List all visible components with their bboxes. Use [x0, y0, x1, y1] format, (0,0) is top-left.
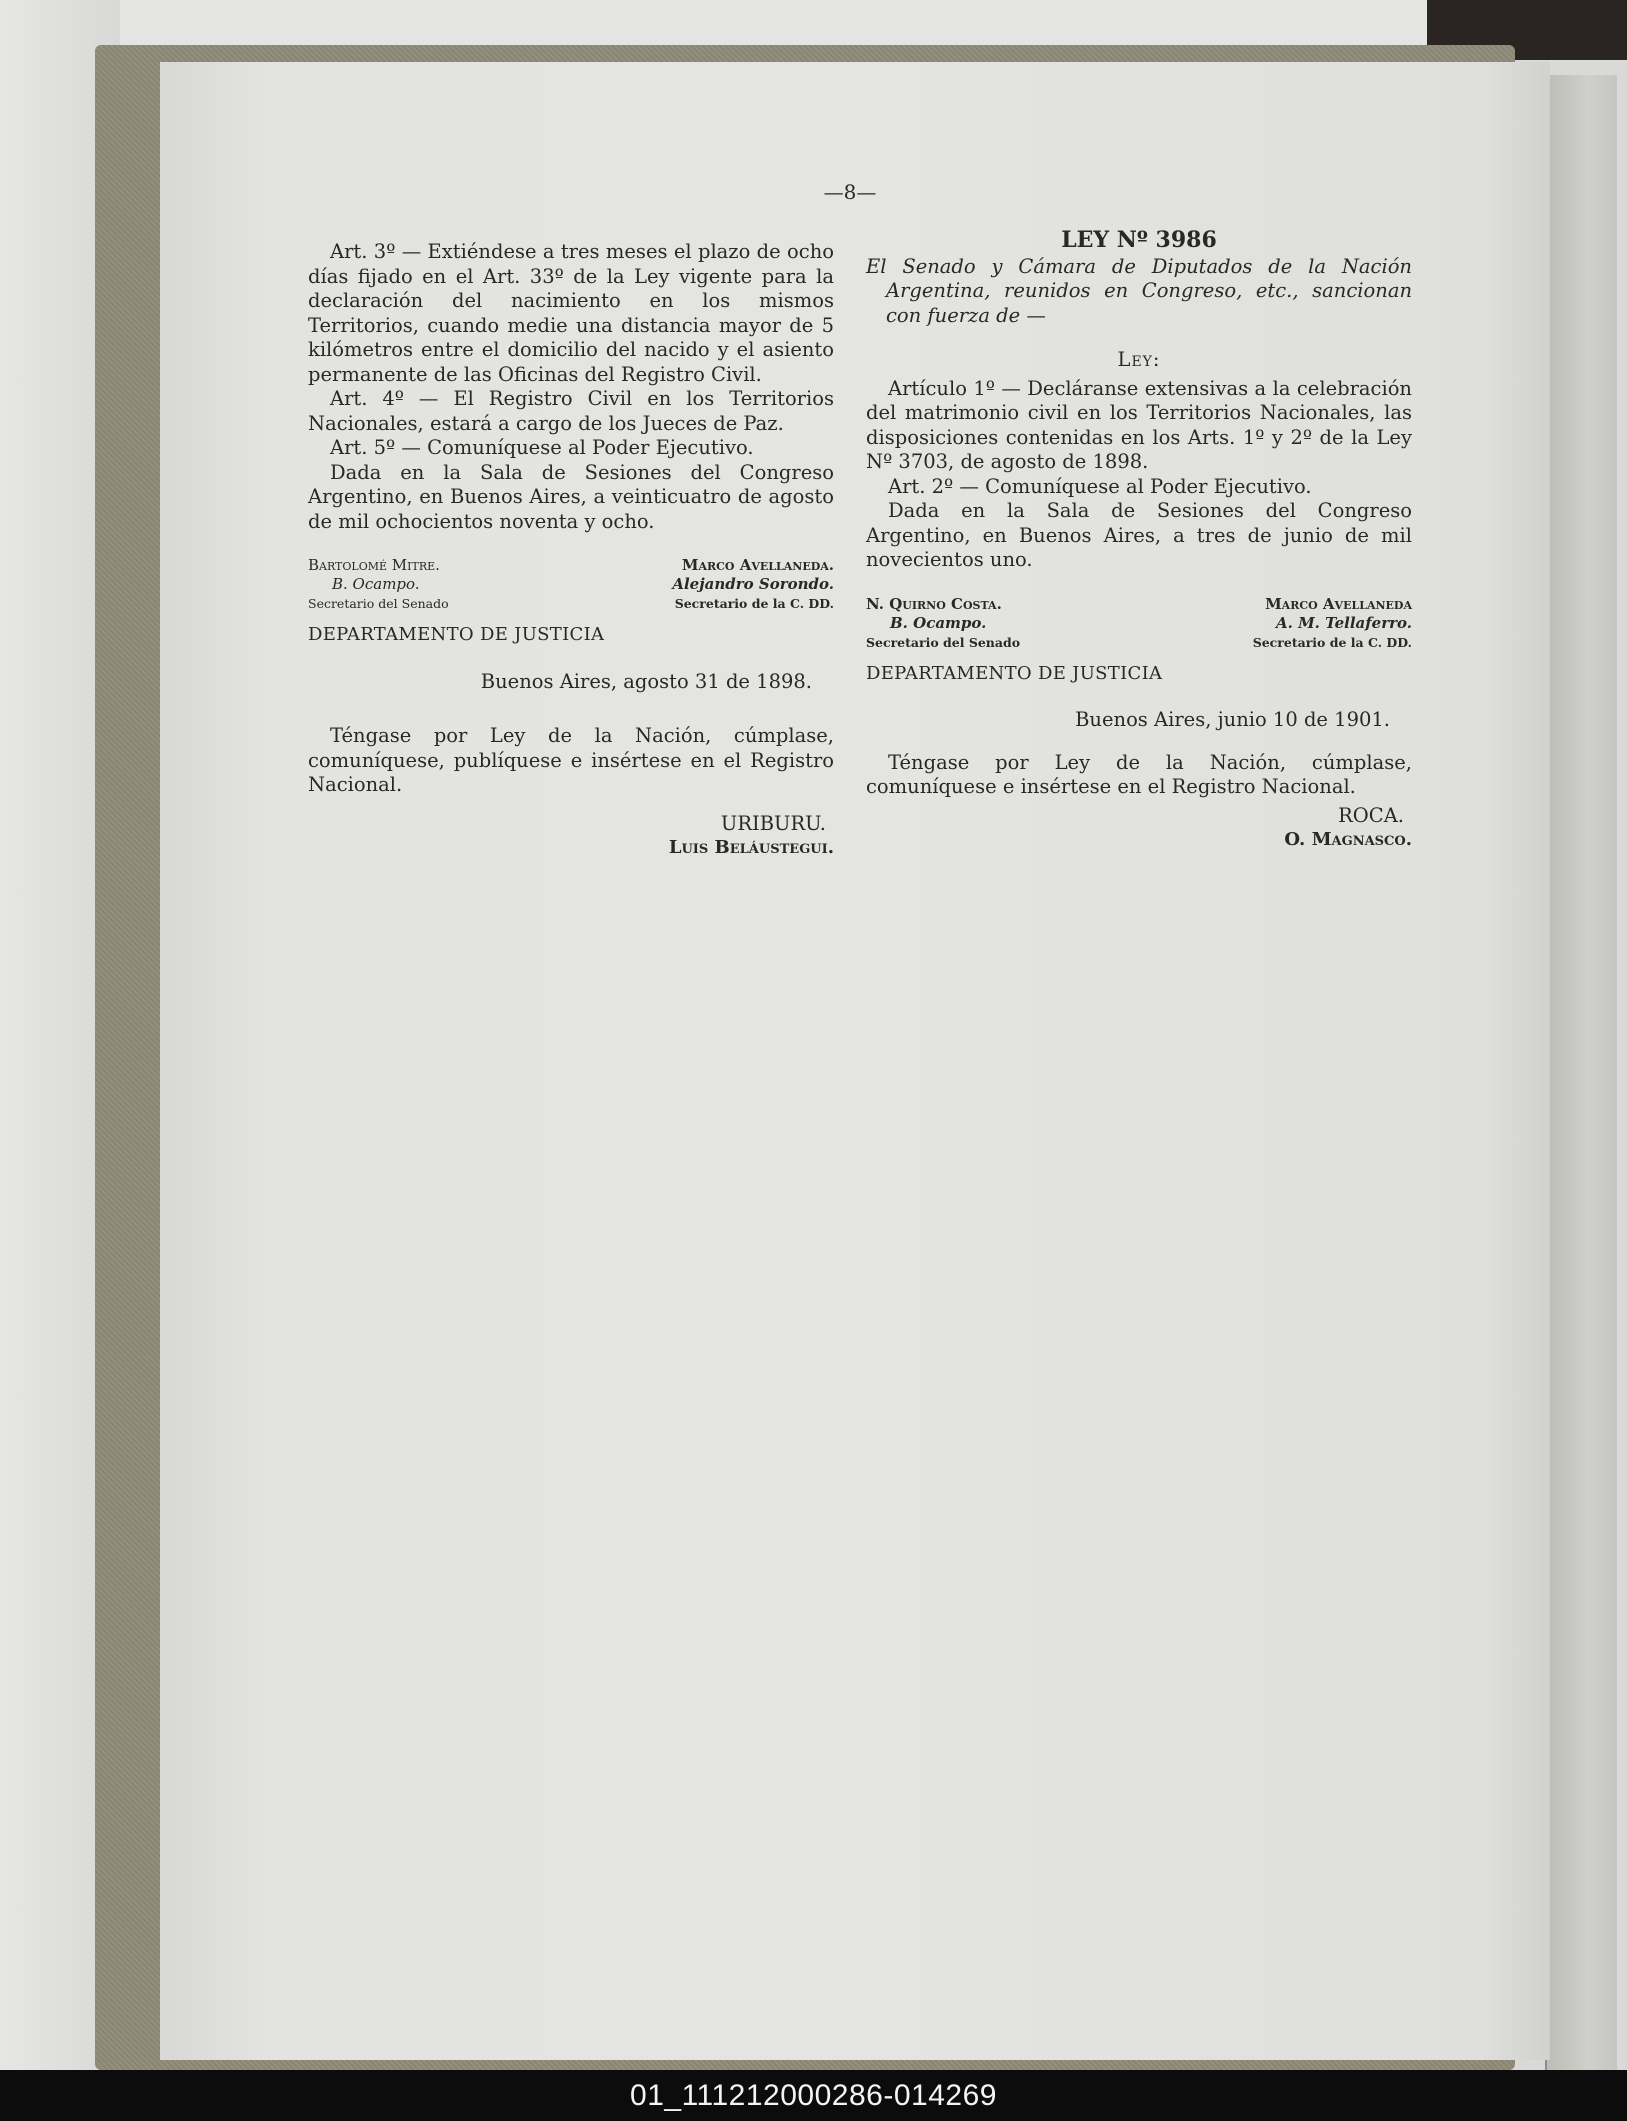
chamber-secretary-name: A. M. Tellaferro.	[1276, 613, 1412, 632]
senate-president-name: Bartolomé Mitre.	[308, 556, 440, 574]
president-signature: ROCA.	[1338, 803, 1404, 827]
right-column	[866, 228, 1412, 852]
senate-secretary-name: B. Ocampo.	[332, 575, 420, 593]
article-5: Art. 5º — Comuníquese al Poder Ejecutivo.	[330, 436, 754, 459]
article-2: Art. 2º — Comuníquese al Poder Ejecutivo.	[888, 474, 1312, 498]
senate-secretary-role: Secretario del Senado	[308, 596, 449, 611]
article-1: Artículo 1º — Decláranse extensivas a la celebración del matrimonio civil en los Territorios Nacionales, las disposiciones contenidas en los Arts. 1º y 2º de la Ley Nº 3703, de agosto de 1898.	[866, 376, 1412, 473]
page-stack-edge	[1545, 75, 1617, 2070]
senate-signature	[308, 556, 449, 613]
law-preamble: El Senado y Cámara de Diputados de la Nación Argentina, reunidos en Congreso, etc., sancionan con fuerza de —	[866, 254, 1412, 327]
senate-secretary-role: Secretario del Senado	[866, 634, 1021, 650]
article-4: Art. 4º — El Registro Civil en los Territorios Nacionales, estará a cargo de los Jueces de Paz.	[308, 387, 834, 435]
decree-date: Buenos Aires, agosto 31 de 1898.	[480, 669, 812, 693]
signature-block	[308, 556, 834, 613]
president-signature: URIBURU.	[720, 811, 826, 835]
department-heading: DEPARTAMENTO DE JUSTICIA	[866, 662, 1163, 684]
page-number: —8—	[823, 180, 877, 204]
image-id-footer: 01_111212000286-014269	[0, 2070, 1627, 2121]
article-3: Art. 3º — Extiéndese a tres meses el plazo de ocho días fijado en el Art. 33º de la Ley vigente para la declaración del nacimiento en los mismos Territorios, cuando medie una distancia mayor de 5 kilómetros entre el domicilio del nacido y el asiento permanente de las Oficinas del Registro Civil.	[308, 240, 834, 386]
minister-signature: O. Magnasco.	[1284, 828, 1412, 850]
chamber-secretary-role: Secretario de la C. DD.	[1252, 634, 1412, 650]
sanction-paragraph: Dada en la Sala de Sesiones del Congreso Argentino, en Buenos Aires, a veinticuatro de agosto de mil ochocientos noventa y ocho.	[308, 460, 834, 533]
senate-secretary-name: B. Ocampo.	[890, 613, 987, 632]
chamber-secretary-role: Secretario de la C. DD.	[674, 596, 834, 611]
law-title: LEY Nº 3986	[1061, 227, 1217, 253]
chamber-signature	[1253, 595, 1412, 652]
department-heading: DEPARTAMENTO DE JUSTICIA	[308, 624, 605, 645]
chamber-president-name: Marco Avellaneda	[1265, 594, 1412, 613]
ley-heading: Ley:	[1117, 348, 1161, 371]
executive-signers	[308, 812, 834, 860]
minister-signature: Luis Beláustegui.	[668, 836, 834, 858]
chamber-secretary-name: Alejandro Sorondo.	[672, 575, 834, 593]
decree-date: Buenos Aires, junio 10 de 1901.	[1075, 708, 1390, 731]
senate-president-name: N. Quirno Costa.	[866, 594, 1002, 613]
decree-text: Téngase por Ley de la Nación, cúmplase, comuníquese e insértese en el Registro Nacional.	[866, 750, 1412, 798]
sanction-paragraph: Dada en la Sala de Sesiones del Congreso Argentino, en Buenos Aires, a tres de junio de mil novecientos uno.	[866, 499, 1412, 571]
chamber-president-name: Marco Avellaneda.	[681, 556, 834, 574]
chamber-signature	[672, 556, 834, 613]
senate-signature	[866, 595, 1020, 652]
decree-text: Téngase por Ley de la Nación, cúmplase, comuníquese, publíquese e insértese en el Registro Nacional.	[308, 724, 834, 796]
signature-block	[866, 595, 1412, 652]
executive-signers	[866, 804, 1412, 852]
left-column	[308, 240, 834, 860]
